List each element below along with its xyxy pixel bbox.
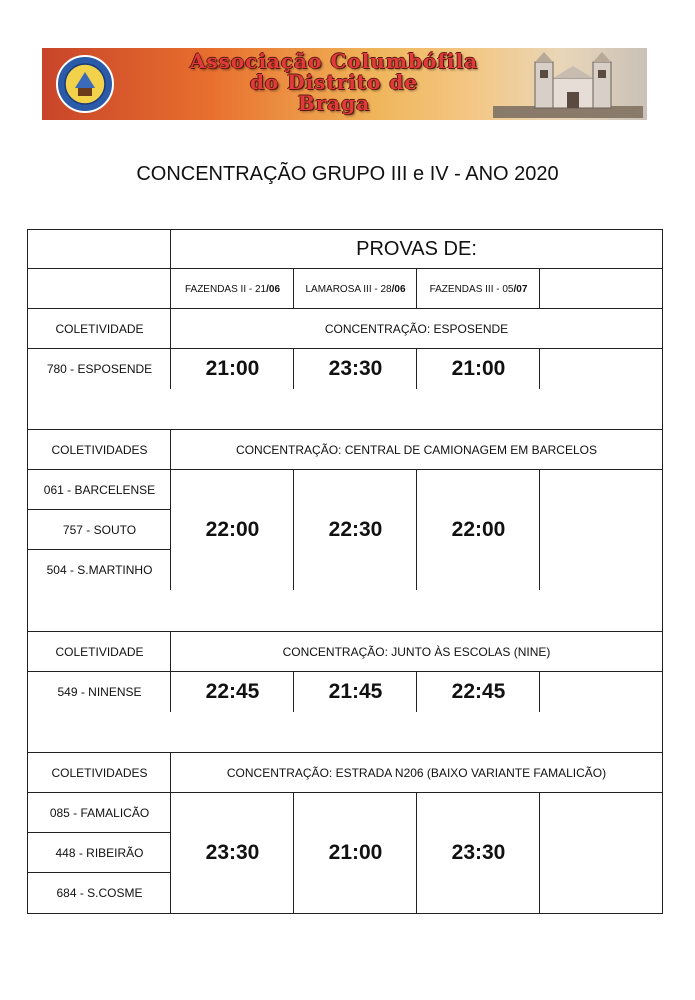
- group-4-club-1: 085 - FAMALICÃO: [27, 792, 172, 834]
- group-3-time-4-empty: [539, 671, 663, 713]
- group-4-club-2: 448 - RIBEIRÃO: [27, 832, 172, 874]
- provas-header: PROVAS DE:: [170, 229, 663, 270]
- group-1-time-1: 21:00: [170, 348, 295, 390]
- concentration-table: [27, 229, 663, 914]
- group-3-time-3: 22:45: [416, 671, 541, 713]
- spacer-row-1: [27, 389, 663, 431]
- race-1-header: [170, 268, 295, 310]
- banner-title: [134, 51, 534, 114]
- group-2-time-4-empty: [539, 469, 663, 591]
- spacer-row-2: [27, 590, 663, 632]
- group-2-club-1: 061 - BARCELENSE: [27, 469, 172, 511]
- group-2-time-1: 22:00: [170, 469, 295, 591]
- header-empty-cell: [27, 229, 172, 270]
- group-2-club-2: 757 - SOUTO: [27, 509, 172, 551]
- group-2-club-3: 504 - S.MARTINHO: [27, 549, 172, 591]
- group-2-time-2: 22:30: [293, 469, 418, 591]
- group-2-label: COLETIVIDADES: [27, 429, 172, 471]
- header-banner: [42, 48, 647, 120]
- group-4-time-4-empty: [539, 792, 663, 914]
- group-4-club-3: 684 - S.COSME: [27, 872, 172, 914]
- race-3-date: /07: [513, 283, 528, 295]
- group-4-time-1: 23:30: [170, 792, 295, 914]
- group-3-club-1: 549 - NINENSE: [27, 671, 172, 713]
- race-4-header-empty: [539, 268, 663, 310]
- group-4-time-2: 21:00: [293, 792, 418, 914]
- group-3-time-2: 21:45: [293, 671, 418, 713]
- race-2-header: [293, 268, 418, 310]
- church-icon: [493, 52, 643, 118]
- group-1-club-1: 780 - ESPOSENDE: [27, 348, 172, 390]
- group-1-label: COLETIVIDADE: [27, 308, 172, 350]
- page-title: CONCENTRAÇÃO GRUPO III e IV - ANO 2020: [136, 163, 559, 185]
- group-1-time-4-empty: [539, 348, 663, 390]
- club-emblem-icon: [52, 54, 118, 114]
- banner-title-line-3: Braga: [297, 91, 371, 115]
- banner-title-line-2: do Distrito de: [249, 70, 419, 94]
- race-3-header: [416, 268, 541, 310]
- race-2-date: /06: [391, 283, 406, 295]
- group-2-time-3: 22:00: [416, 469, 541, 591]
- spacer-row-3: [27, 712, 663, 754]
- header-empty-cell-2: [27, 268, 172, 310]
- group-3-label: COLETIVIDADE: [27, 631, 172, 673]
- race-2-name: LAMAROSA III - 28: [305, 283, 392, 295]
- group-2-concentration: CONCENTRAÇÃO: CENTRAL DE CAMIONAGEM EM BARCELOS: [170, 429, 663, 471]
- race-1-name: FAZENDAS II - 21: [184, 283, 267, 295]
- race-1-date: /06: [266, 283, 281, 295]
- group-4-concentration: CONCENTRAÇÃO: ESTRADA N206 (BAIXO VARIANTE FAMALICÃO): [170, 752, 663, 794]
- group-4-label: COLETIVIDADES: [27, 752, 172, 794]
- group-1-time-3: 21:00: [416, 348, 541, 390]
- group-4-time-3: 23:30: [416, 792, 541, 914]
- race-3-name: FAZENDAS III - 05: [429, 283, 514, 295]
- group-1-concentration: CONCENTRAÇÃO: ESPOSENDE: [170, 308, 663, 350]
- group-3-time-1: 22:45: [170, 671, 295, 713]
- group-1-time-2: 23:30: [293, 348, 418, 390]
- banner-title-line-1: Associação Columbófila: [189, 49, 479, 73]
- group-3-concentration: CONCENTRAÇÃO: JUNTO ÀS ESCOLAS (NINE): [170, 631, 663, 673]
